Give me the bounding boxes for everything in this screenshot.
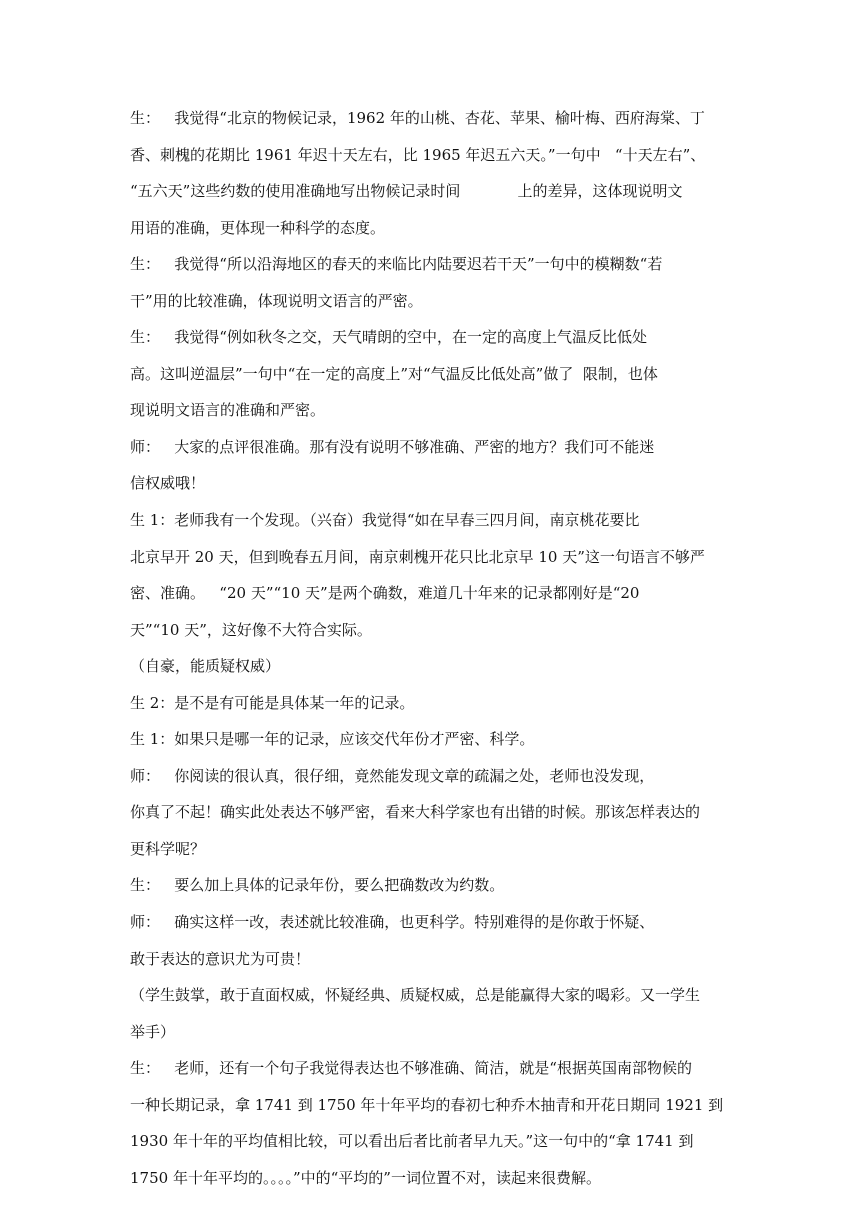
text-line: 生 1：如果只是哪一年的记录，应该交代年份才严密、科学。 xyxy=(130,730,535,749)
text-line: 生 2：是不是有可能是具体某一年的记录。 xyxy=(130,693,415,712)
text-line: 生： 我觉得“北京的物候记录，1962 年的山桃、杏花、苹果、榆叶梅、西府海棠、丁 xyxy=(130,109,705,127)
text-line: 天”“10 天”，这好像不大符合实际。 xyxy=(130,620,372,639)
text-line: 密、准确。 “20 天”“10 天”是两个确数，难道几十年来的记录都刚好是“20 xyxy=(130,584,640,603)
text-line: 敢于表达的意识尤为可贵！ xyxy=(130,949,311,968)
text-line: 高。这叫逆温层”一句中“在一定的高度上”对“气温反比低处高”做了 限制，也体 xyxy=(130,364,658,383)
text-line: （自豪，能质疑权威） xyxy=(130,657,281,676)
text-line: 生： 要么加上具体的记录年份，要么把确数改为约数。 xyxy=(130,876,505,895)
text-line: 现说明文语言的准确和严密。 xyxy=(130,401,326,420)
text-line: 生： 老师，还有一个句子我觉得表达也不够准确、简洁，就是“根据英国南部物候的 xyxy=(130,1059,692,1078)
text-line: 用语的准确，更体现一种科学的态度。 xyxy=(130,218,386,237)
text-line: 你真了不起！确实此处表达不够严密，看来大科学家也有出错的时候。那该怎样表达的 xyxy=(130,803,701,822)
text-line: 师： 确实这样一改，表述就比较准确，也更科学。特别难得的是你敢于怀疑、 xyxy=(130,913,655,932)
dialogue-text-block xyxy=(130,108,735,1204)
text-line: 更科学呢？ xyxy=(130,839,206,858)
text-line: 信权威哦！ xyxy=(130,474,206,493)
text-line: 举手） xyxy=(130,1022,176,1041)
text-line: 生： 我觉得“例如秋冬之交，天气晴朗的空中，在一定的高度上气温反比低处 xyxy=(130,328,647,347)
text-line: 一种长期记录，拿 1741 到 1750 年十年平均的春初七种乔木抽青和开花日期同 1921 到 xyxy=(130,1095,724,1114)
text-line: 北京早开 20 天，但到晚春五月间，南京刺槐开花只比北京早 10 天”这一句语言不够严 xyxy=(130,547,705,566)
text-line: 干”用的比较准确，体现说明文语言的严密。 xyxy=(130,291,423,310)
text-line: “五六天”这些约数的使用准确地写出物候记录时间 上的差异，这体现说明文 xyxy=(130,182,683,201)
text-line: 1750 年十年平均的。。。。”中的“平均的”一词位置不对，读起来很费解。 xyxy=(130,1168,601,1187)
text-line: 生 1：老师我有一个发现。（兴奋）我觉得“如在早春三四月间，南京桃花要比 xyxy=(130,511,640,530)
text-line: 香、刺槐的花期比 1961 年迟十天左右，比 1965 年迟五六天。”一句中 “十天左右”、 xyxy=(130,145,706,164)
text-line: 师： 大家的点评很准确。那有没有说明不够准确、严密的地方？我们可不能迷 xyxy=(130,437,655,456)
text-line: （学生鼓掌，敢于直面权威，怀疑经典、质疑权威，总是能赢得大家的喝彩。又一学生 xyxy=(130,986,701,1005)
text-line: 生： 我觉得“所以沿海地区的春天的来临比内陆要迟若干天”一句中的模糊数“若 xyxy=(130,255,663,274)
text-line: 师： 你阅读的很认真，很仔细，竟然能发现文章的疏漏之处，老师也没发现， xyxy=(130,766,655,785)
text-line: 1930 年十年的平均值相比较，可以看出后者比前者早九天。”这一句中的“拿 1741 到 xyxy=(130,1132,694,1151)
